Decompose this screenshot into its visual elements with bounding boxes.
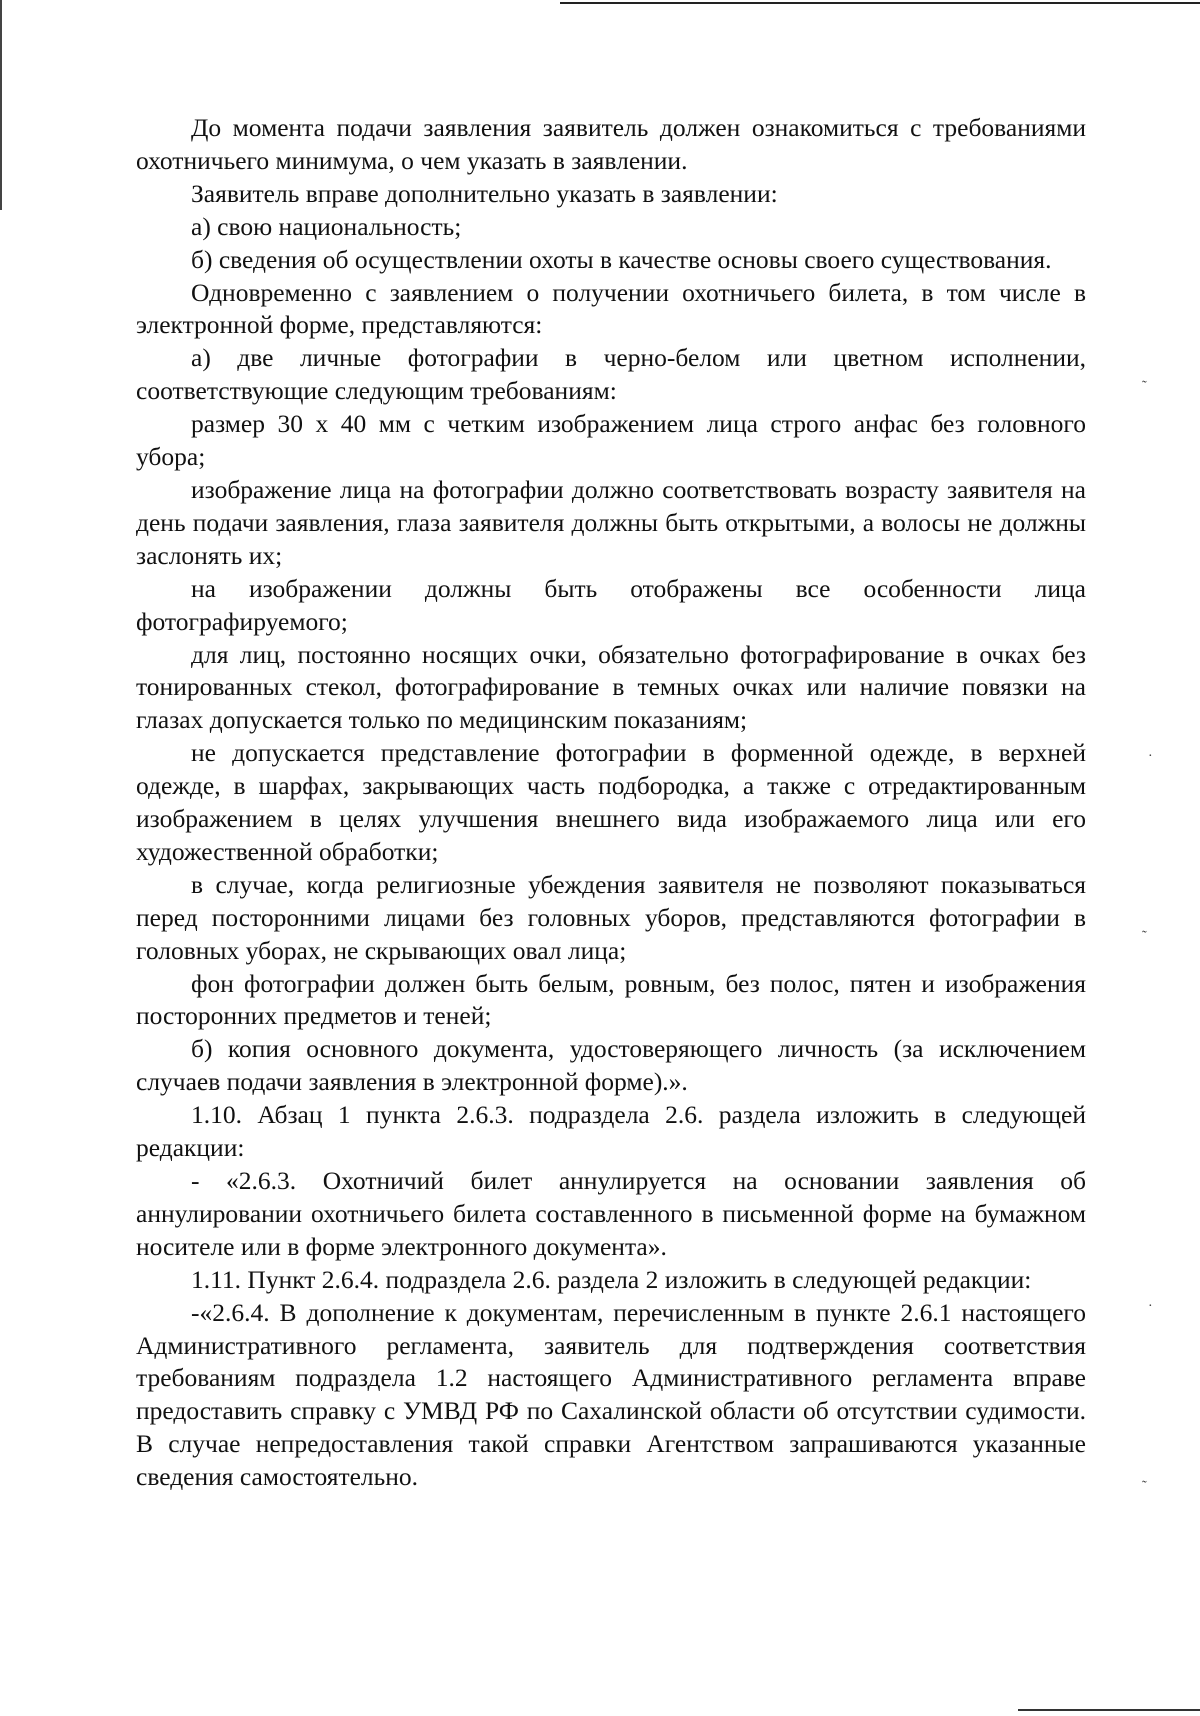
scan-speck: ˜: [1142, 1479, 1147, 1494]
paragraph: Одновременно с заявлением о получении охотничьего билета, в том числе в электронной форме, представляются:: [136, 277, 1086, 340]
paragraph: -«2.6.4. В дополнение к документам, перечисленным в пункте 2.6.1 настоящего Административного регламента, заявитель для подтверждения соответствия требованиям подраздела 1.2 настоящего Административного регламента вправе предоставить справку с УМВД РФ по Сахалинской области об отсутствии судимости. В случае непредоставления такой справки Агентством запрашиваются указанные сведения самостоятельно.: [136, 1297, 1086, 1492]
paragraph: не допускается представление фотографии в форменной одежде, в верхней одежде, в шарфах, закрывающих часть подбородка, а также с отредактированным изображением в целях улучшения внешнего вида изображаемого лица или его художественной обработки;: [136, 738, 1086, 866]
paragraph: б) сведения об осуществлении охоты в качестве основы своего существования.: [191, 244, 1052, 274]
paragraph: для лиц, постоянно носящих очки, обязательно фотографирование в очках без тонированных стекол, фотографирование в темных очках или наличие повязки на глазах допускается только по медицинским показаниям;: [136, 639, 1086, 735]
scan-speck: ˜: [1142, 379, 1147, 394]
document-body: [136, 112, 1086, 1494]
paragraph: размер 30 х 40 мм с четким изображением лица строго анфас без головного убора;: [136, 409, 1086, 472]
scan-speck: ˜: [1142, 929, 1147, 944]
paragraph: 1.11. Пункт 2.6.4. подраздела 2.6. раздела 2 изложить в следующей редакции:: [191, 1264, 1032, 1294]
paragraph: а) свою национальность;: [191, 211, 462, 241]
scan-speck: ·: [1148, 749, 1153, 764]
paragraph: б) копия основного документа, удостоверяющего личность (за исключением случаев подачи заявления в электронной форме).».: [136, 1034, 1086, 1097]
paragraph: - «2.6.3. Охотничий билет аннулируется на основании заявления об аннулировании охотничьего билета составленного в письменной форме на бумажном носителе или в форме электронного документа».: [136, 1166, 1086, 1261]
paragraph: в случае, когда религиозные убеждения заявителя не позволяют показываться перед посторонними лицами без головных уборов, представляются фотографии в головных уборах, не скрывающих овал лица;: [136, 869, 1086, 965]
paragraph: 1.10. Абзац 1 пункта 2.6.3. подраздела 2.6. раздела изложить в следующей редакции:: [136, 1100, 1086, 1163]
scan-speck: ·: [1148, 1299, 1153, 1314]
paragraph: на изображении должны быть отображены все особенности лица фотографируемого;: [136, 573, 1086, 636]
scan-left-edge: [0, 0, 2, 210]
scan-bottom-rule: [1018, 1709, 1200, 1711]
paragraph: До момента подачи заявления заявитель должен ознакомиться с требованиями охотничьего минимума, о чем указать в заявлении.: [136, 113, 1086, 175]
paragraph: изображение лица на фотографии должно соответствовать возрасту заявителя на день подачи заявления, глаза заявителя должны быть открытыми, а волосы не должны заслонять их;: [136, 474, 1086, 570]
paragraph: фон фотографии должен быть белым, ровным, без полос, пятен и изображения посторонних предметов и теней;: [136, 968, 1086, 1031]
paragraph: а) две личные фотографии в черно-белом или цветном исполнении, соответствующие следующим требованиям:: [136, 343, 1086, 406]
scan-top-rule: [560, 2, 1200, 4]
paragraph: Заявитель вправе дополнительно указать в заявлении:: [191, 178, 778, 208]
